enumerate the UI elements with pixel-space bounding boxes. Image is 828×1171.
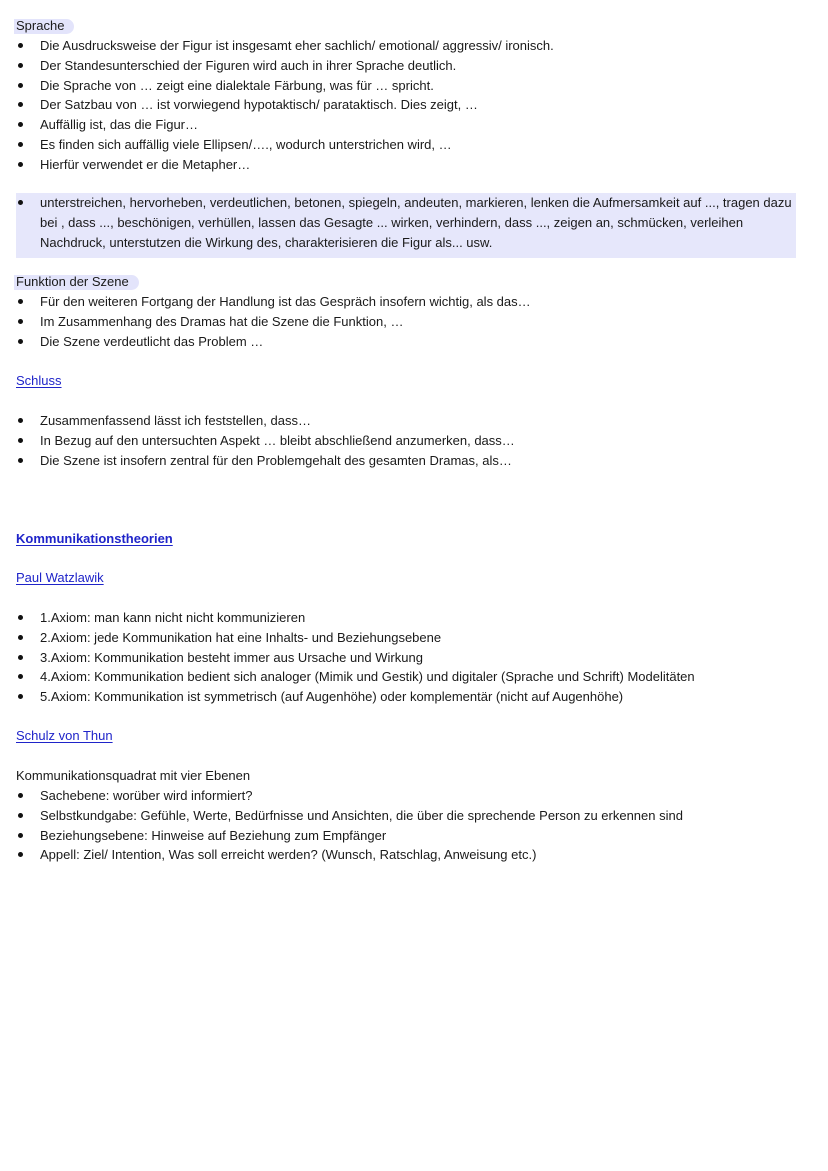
list-watzlawik	[16, 608, 798, 707]
heading-thun-link[interactable]: Schulz von Thun	[16, 728, 113, 743]
list-item: Zusammenfassend lässt ich feststellen, dass…	[16, 411, 798, 431]
list-item: In Bezug auf den untersuchten Aspekt … bleibt abschließend anzumerken, dass…	[16, 431, 798, 451]
list-item: Die Szene ist insofern zentral für den Problemgehalt des gesamten Dramas, als…	[16, 451, 798, 471]
list-item: Auffällig ist, das die Figur…	[16, 115, 798, 135]
list-item: Appell: Ziel/ Intention, Was soll erreicht werden? (Wunsch, Ratschlag, Anweisung etc.)	[16, 845, 798, 865]
list-item: Im Zusammenhang des Dramas hat die Szene die Funktion, …	[16, 312, 798, 332]
list-sprache	[16, 36, 798, 175]
heading-funktion: Funktion der Szene	[16, 272, 129, 292]
list-item: 2.Axiom: jede Kommunikation hat eine Inhalts- und Beziehungsebene	[16, 628, 798, 648]
list-item: Es finden sich auffällig viele Ellipsen/…., wodurch unterstrichen wird, …	[16, 135, 798, 155]
list-item: Die Szene verdeutlicht das Problem …	[16, 332, 798, 352]
list-item: Hierfür verwendet er die Metapher…	[16, 155, 798, 175]
list-item-highlight: unterstreichen, hervorheben, verdeutlichen, betonen, spiegeln, andeuten, markieren, lenken die Aufmersamkeit auf ..., tragen dazu bei , dass ..., beschönigen, verhüllen, lassen das Gesagte ... wirken, verhindern, dass ..., zeigen an, schmücken, verleihen Nachdruck, unterstutzen die Wirkung des, charakterisieren die Figur als... usw.	[16, 193, 798, 252]
list-schluss	[16, 411, 798, 470]
list-highlight	[16, 193, 798, 252]
list-item: Für den weiteren Fortgang der Handlung ist das Gespräch insofern wichtig, als das…	[16, 292, 798, 312]
list-item: 1.Axiom: man kann nicht nicht kommunizieren	[16, 608, 798, 628]
list-thun	[16, 786, 798, 865]
heading-sprache: Sprache	[16, 16, 64, 36]
heading-watzlawik-link[interactable]: Paul Watzlawik	[16, 570, 104, 585]
list-item: Beziehungsebene: Hinweise auf Beziehung zum Empfänger	[16, 826, 798, 846]
list-item: Der Satzbau von … ist vorwiegend hypotaktisch/ parataktisch. Dies zeigt, …	[16, 95, 798, 115]
list-item: 5.Axiom: Kommunikation ist symmetrisch (auf Augenhöhe) oder komplementär (nicht auf Augenhöhe)	[16, 687, 798, 707]
heading-schluss-link[interactable]: Schluss	[16, 373, 62, 388]
list-funktion	[16, 292, 798, 351]
list-item: Der Standesunterschied der Figuren wird auch in ihrer Sprache deutlich.	[16, 56, 798, 76]
list-item: Die Ausdrucksweise der Figur ist insgesamt eher sachlich/ emotional/ aggressiv/ ironisch.	[16, 36, 798, 56]
list-item: Die Sprache von … zeigt eine dialektale Färbung, was für … spricht.	[16, 76, 798, 96]
heading-kommunikationstheorien-link[interactable]: Kommunikationstheorien	[16, 531, 173, 546]
list-item: Selbstkundgabe: Gefühle, Werte, Bedürfnisse und Ansichten, die über die sprechende Person zu erkennen sind	[16, 806, 798, 826]
list-item: 3.Axiom: Kommunikation besteht immer aus Ursache und Wirkung	[16, 648, 798, 668]
list-item: 4.Axiom: Kommunikation bedient sich analoger (Mimik und Gestik) und digitaler (Sprache und Schrift) Modelitäten	[16, 667, 798, 687]
list-item: Sachebene: worüber wird informiert?	[16, 786, 798, 806]
thun-intro: Kommunikationsquadrat mit vier Ebenen	[16, 768, 251, 783]
